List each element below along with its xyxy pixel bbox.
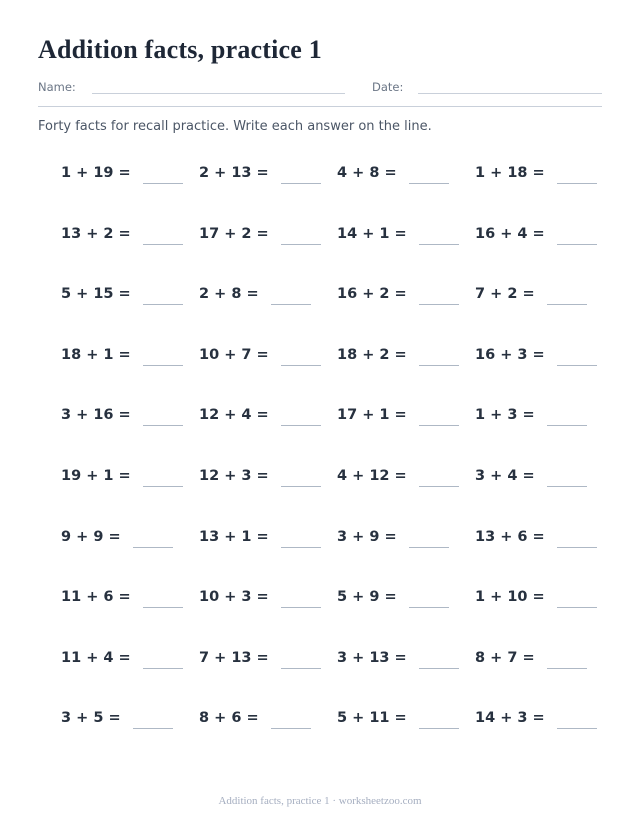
fact-text: 4 + 12 =	[337, 468, 407, 484]
answer-line[interactable]	[281, 425, 321, 426]
fact-text: 5 + 9 =	[337, 589, 397, 606]
fact-text: 16 + 4 =	[475, 225, 545, 242]
fact-text: 8 + 6 =	[199, 710, 259, 727]
answer-line[interactable]	[143, 668, 183, 669]
answer-line[interactable]	[557, 183, 597, 184]
answer-line[interactable]	[557, 547, 597, 548]
fact-text: 12 + 4 =	[199, 407, 269, 424]
fact-text: 2 + 13 =	[199, 165, 269, 181]
answer-line[interactable]	[143, 486, 183, 487]
fact-text: 16 + 2 =	[337, 286, 407, 303]
fact-text: 8 + 7 =	[475, 649, 535, 666]
fact-text: 13 + 1 =	[199, 528, 269, 545]
answer-line[interactable]	[143, 244, 183, 245]
fact-text: 14 + 1 =	[337, 225, 407, 242]
fact-text: 1 + 3 =	[475, 407, 535, 424]
answer-line[interactable]	[557, 244, 597, 245]
answer-line[interactable]	[557, 365, 597, 366]
answer-line[interactable]	[271, 304, 311, 305]
fact-text: 4 + 8 =	[337, 165, 397, 181]
answer-line[interactable]	[281, 607, 321, 608]
fact-text: 13 + 2 =	[61, 225, 131, 242]
answer-line[interactable]	[419, 728, 459, 729]
fact-text: 18 + 1 =	[61, 346, 131, 363]
page-footer: Addition facts, practice 1 · worksheetzoo.com	[218, 795, 422, 807]
fact-text: 5 + 11 =	[337, 710, 407, 727]
name-label: Name:	[38, 80, 76, 94]
answer-line[interactable]	[143, 607, 183, 608]
answer-line[interactable]	[547, 486, 587, 487]
fact-text: 14 + 3 =	[475, 710, 545, 727]
answer-line[interactable]	[547, 304, 587, 305]
fact-text: 17 + 2 =	[199, 225, 269, 242]
fact-text: 3 + 5 =	[61, 710, 121, 727]
fact-text: 2 + 8 =	[199, 286, 259, 303]
answer-line[interactable]	[281, 547, 321, 548]
fact-text: 3 + 13 =	[337, 649, 407, 666]
answer-line[interactable]	[271, 728, 311, 729]
answer-line[interactable]	[143, 304, 183, 305]
date-label: Date:	[372, 80, 404, 94]
answer-line[interactable]	[547, 425, 587, 426]
fact-text: 18 + 2 =	[337, 346, 407, 363]
fact-text: 5 + 15 =	[61, 286, 131, 303]
fact-text: 1 + 19 =	[61, 165, 131, 181]
fact-text: 12 + 3 =	[199, 468, 269, 484]
fact-text: 16 + 3 =	[475, 346, 545, 363]
answer-line[interactable]	[409, 607, 449, 608]
answer-line[interactable]	[547, 668, 587, 669]
answer-line[interactable]	[143, 365, 183, 366]
fact-text: 3 + 16 =	[61, 407, 131, 424]
answer-line[interactable]	[133, 547, 173, 548]
answer-line[interactable]	[419, 425, 459, 426]
fact-text: 7 + 2 =	[475, 286, 535, 303]
answer-line[interactable]	[281, 183, 321, 184]
fact-text: 10 + 7 =	[199, 346, 269, 363]
fact-text: 13 + 6 =	[475, 528, 545, 545]
fact-text: 7 + 13 =	[199, 649, 269, 666]
answer-line[interactable]	[133, 728, 173, 729]
fact-text: 19 + 1 =	[61, 468, 131, 484]
fact-text: 1 + 18 =	[475, 165, 545, 181]
answer-line[interactable]	[419, 668, 459, 669]
answer-line[interactable]	[143, 425, 183, 426]
answer-line[interactable]	[409, 183, 449, 184]
page-title: Addition facts, practice 1	[38, 35, 322, 64]
fact-text: 9 + 9 =	[61, 528, 121, 545]
answer-line[interactable]	[419, 486, 459, 487]
fact-text: 3 + 4 =	[475, 468, 535, 484]
fact-text: 11 + 4 =	[61, 649, 131, 666]
answer-line[interactable]	[281, 668, 321, 669]
answer-line[interactable]	[409, 547, 449, 548]
answer-line[interactable]	[419, 365, 459, 366]
answer-line[interactable]	[419, 244, 459, 245]
fact-text: 10 + 3 =	[199, 589, 269, 606]
fact-text: 3 + 9 =	[337, 528, 397, 545]
instructions: Forty facts for recall practice. Write each answer on the line.	[38, 119, 432, 134]
answer-line[interactable]	[419, 304, 459, 305]
answer-line[interactable]	[557, 728, 597, 729]
answer-line[interactable]	[281, 486, 321, 487]
fact-text: 11 + 6 =	[61, 589, 131, 606]
fact-text: 17 + 1 =	[337, 407, 407, 424]
fact-text: 1 + 10 =	[475, 589, 545, 606]
answer-line[interactable]	[281, 365, 321, 366]
answer-line[interactable]	[143, 183, 183, 184]
answer-line[interactable]	[281, 244, 321, 245]
answer-line[interactable]	[557, 607, 597, 608]
